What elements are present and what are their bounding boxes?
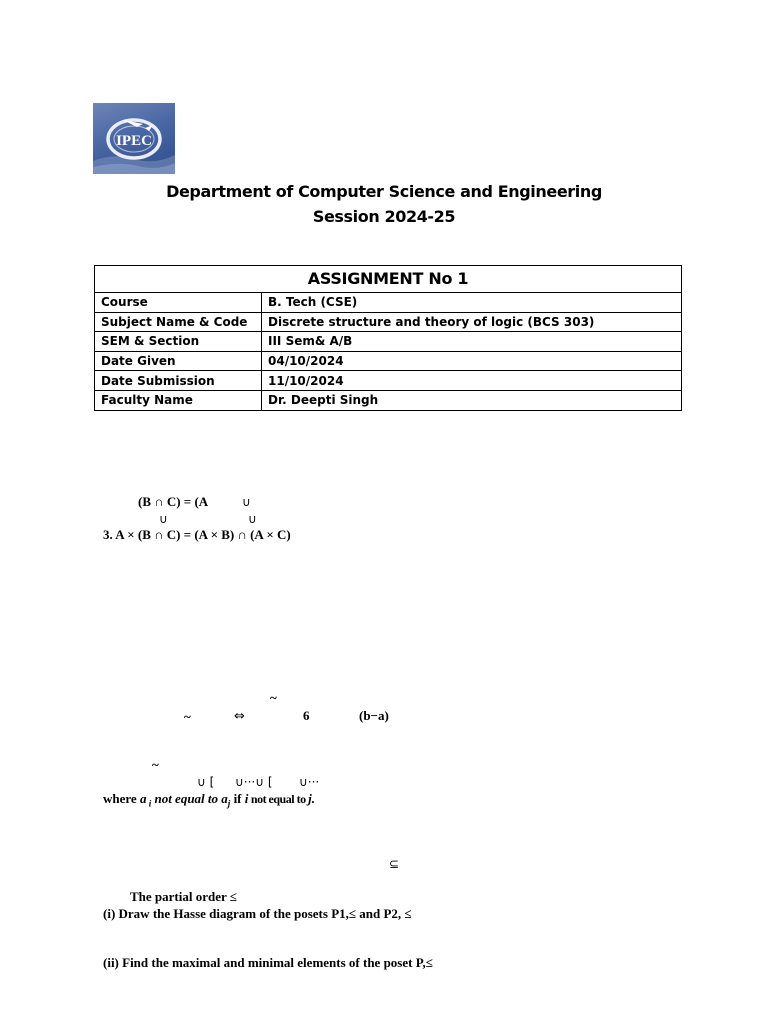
row-key: Course	[95, 293, 262, 313]
tilde-symbol: ~	[184, 709, 191, 724]
number-fragment: 6	[303, 708, 310, 723]
row-value: B. Tech (CSE)	[262, 293, 682, 313]
iff-symbol: ⇔	[234, 709, 245, 724]
row-value: Discrete structure and theory of logic (BCS 303)	[262, 312, 682, 332]
row-value: III Sem& A/B	[262, 332, 682, 352]
expression-fragment: (b−a)	[359, 708, 389, 723]
table-row	[95, 312, 682, 332]
union-fragment: ∪ [	[197, 775, 215, 789]
question-i: (i) Draw the Hasse diagram of the posets P1,≤ and P2, ≤	[103, 906, 412, 921]
row-key: Subject Name & Code	[95, 312, 262, 332]
assignment-title-row	[95, 266, 682, 293]
where-condition	[103, 791, 315, 809]
row-value: Dr. Deepti Singh	[262, 390, 682, 410]
set-fragment: (B ∩ C) = (A	[138, 494, 209, 509]
table-row	[95, 332, 682, 352]
table-row	[95, 390, 682, 410]
assignment-title: ASSIGNMENT No 1	[95, 266, 682, 293]
union-fragment: ∪···∪ [	[235, 775, 273, 789]
ipec-logo	[93, 103, 175, 174]
row-value: 11/10/2024	[262, 371, 682, 391]
table-row	[95, 351, 682, 371]
subset-symbol: ⊆	[389, 857, 400, 871]
partial-order-text: The partial order ≤	[130, 889, 237, 904]
table-row	[95, 371, 682, 391]
where-text: where	[103, 791, 140, 806]
question-ii: (ii) Find the maximal and minimal elements of the poset P,≤	[103, 955, 433, 970]
row-key: Faculty Name	[95, 390, 262, 410]
where-sub: i	[146, 798, 152, 809]
where-var: j.	[308, 791, 315, 806]
tilde-symbol: ~	[270, 690, 277, 705]
where-var: i	[244, 791, 249, 806]
row-key: Date Submission	[95, 371, 262, 391]
union-symbol: ∪	[248, 512, 257, 526]
where-text: not equal to	[248, 792, 309, 806]
where-var: a	[139, 791, 147, 806]
table-row	[95, 293, 682, 313]
where-sub: j	[227, 798, 231, 809]
ipec-logo-graphic	[93, 103, 175, 174]
row-value: 04/10/2024	[262, 351, 682, 371]
row-key: SEM & Section	[95, 332, 262, 352]
svg-text:IPEC: IPEC	[116, 133, 152, 149]
row-key: Date Given	[95, 351, 262, 371]
assignment-table	[94, 265, 682, 411]
session-title: Session 2024-25	[312, 207, 456, 226]
department-title: Department of Computer Science and Engineering	[166, 182, 602, 201]
where-text: if	[230, 791, 245, 806]
where-text: not equal to a	[151, 791, 228, 806]
tilde-symbol: ~	[152, 757, 159, 772]
union-symbol: ∪	[242, 495, 251, 509]
union-symbol: ∪	[159, 512, 168, 526]
union-fragment: ∪···	[299, 775, 320, 789]
question-3: 3. A × (B ∩ C) = (A × B) ∩ (A × C)	[103, 527, 291, 542]
